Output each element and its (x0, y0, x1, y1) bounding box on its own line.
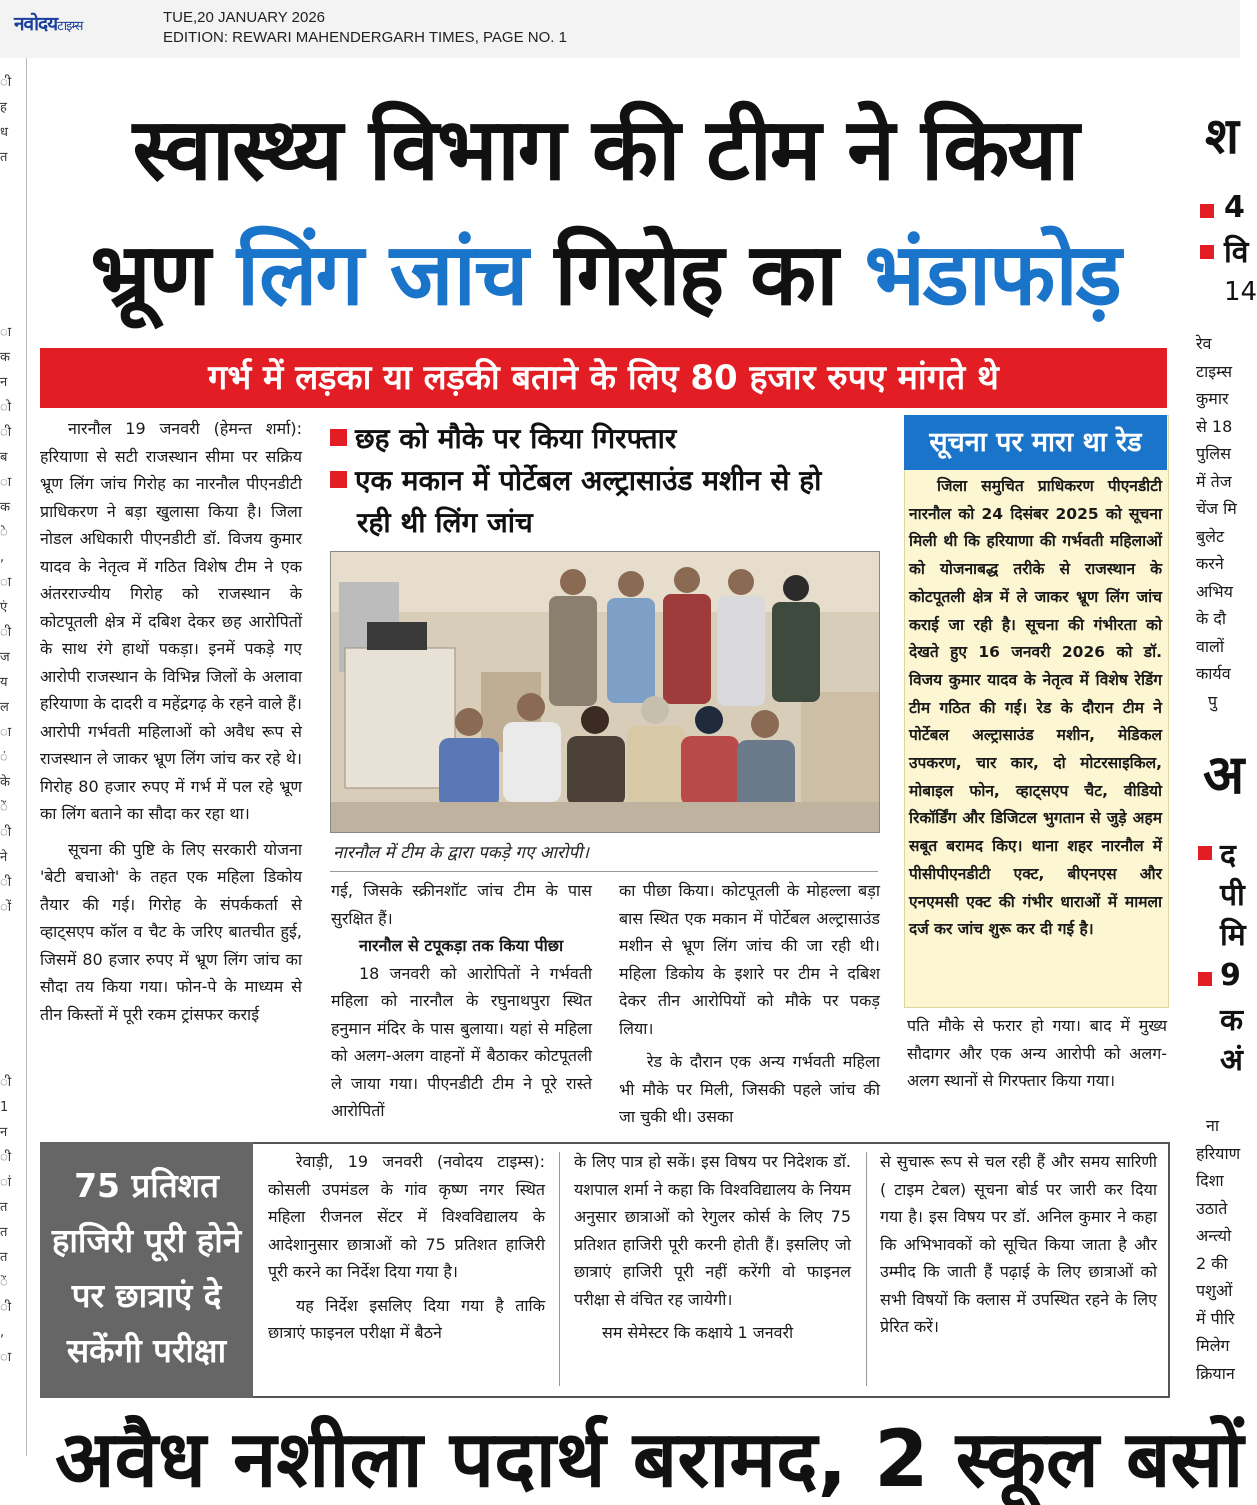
right-line: टाइम्स (1196, 361, 1233, 381)
right-headline-fragment-2: अ (1203, 743, 1245, 806)
col1-para-2: सूचना की पुष्टि के लिए सरकारी योजना 'बेटी बचाओ' के तहत एक महिला डिकोय तैयार की गई। गिरोह के संपर्ककर्ता से व्हाट्सएप कॉल व चैट के जरिए बातचीत हुई, जिसमें 80 हजार रुपए में भ्रूण लिंग जांच का सौदा तय किया गया। फोन-पे के माध्यम से तीन किस्तों में पूरी रकम ट्रांसफर कराई (40, 839, 302, 1024)
info-box-para: जिला समुचित प्राधिकरण पीएनडीटी नारनौल को 24 दिसंबर 2025 को सूचना मिली थी कि हरियाणा की गर्भवती महिलाओं को योजनाबद्ध तरीके से राजस्थान के कोटपूतली क्षेत्र में ले जाकर भ्रूण लिंग जांच कराई जा रही है। सूचना की गंभीरता को देखते हुए 16 जनवरी 2026 को डॉ. विजय कुमार यादव के नेतृत्व में विशेष रेडिंग टीम गठित की गई। रेड के दौरान टीम ने पोर्टेबल अल्ट्रासाउंड मशीन, मेडिकल उपकरण, चार कार, दो मोटरसाइकिल, मोबाइल फोन, व्हाट्सएप चैट, वीडियो रिकॉर्डिंग और डिजिटल भुगतान से जुड़े अहम सबूत बरामद किए। थाना शहर नारनौल में पीसीपीएनडीटी एक्ट, बीएनएस और एनएमसी एक्ट की गंभीर धाराओं में मामला दर्ज कर जांच शुरू कर दी गई है। (909, 477, 1162, 939)
bullet-1 (330, 418, 676, 460)
column-divider (559, 1152, 560, 1386)
right-bullet-4-line-2: क (1220, 1003, 1244, 1038)
right-line: अभिय (1196, 581, 1233, 601)
right-line: मिलेग (1196, 1336, 1230, 1355)
logo-sub: टाइम्स (57, 19, 83, 34)
info-box-title: सूचना पर मारा था रेड (904, 415, 1167, 470)
headline-word-2: लिंग जांच (236, 225, 527, 325)
subheadline-bar: गर्भ में लड़का या लड़की बताने के लिए 80 हजार रुपए मांगते थे (40, 348, 1167, 408)
edition-info: EDITION: REWARI MAHENDERGARH TIMES, PAGE NO. 1 (163, 29, 567, 46)
col3-para-1: का पीछा किया। कोटपूतली के मोहल्ला बड़ा बास स्थित एक मकान में पोर्टेबल अल्ट्रासाउंड मशीन से भ्रूण लिंग जांच की जा रही थी। महिला डिकोय के इशारे पर टीम ने दबिश देकर तीन आरोपियों को मौके पर पकड़ लिया। (619, 881, 880, 1038)
right-line: ना (1206, 1116, 1220, 1135)
right-bullet-4: 9 (1220, 958, 1241, 993)
right-line: कुमार (1196, 389, 1229, 408)
right-line: उठाते (1196, 1198, 1228, 1218)
bullet-square-icon (330, 429, 347, 446)
left-column-fragment (0, 58, 26, 1456)
right-bullet-3-line-2: पी (1220, 878, 1245, 913)
right-line: अन्त्यो (1196, 1226, 1232, 1245)
headline-line-2 (40, 220, 1170, 330)
story-2-column-1 (268, 1148, 545, 1392)
group-photo-illustration (331, 552, 879, 832)
story-2-para: सम सेमेस्टर कि कक्षाये 1 जनवरी (602, 1323, 794, 1342)
right-number: 14 (1224, 277, 1257, 307)
bullet-2-text: एक मकान में पोर्टेबल अल्ट्रासाउंड मशीन से हो (355, 464, 822, 497)
story-2-headline-line: सकेंगी परीक्षा (66, 1331, 227, 1370)
right-line: रेव (1196, 334, 1212, 353)
story-2-column-2 (574, 1148, 851, 1392)
right-text-lines (1196, 330, 1240, 730)
right-bullet-1: 4 (1224, 190, 1245, 225)
right-bullet-3: द (1220, 838, 1236, 873)
right-line: बुलेट (1196, 526, 1225, 546)
article-column-1 (40, 415, 302, 1135)
right-line: पुलिस (1196, 444, 1231, 463)
newspaper-logo[interactable] (14, 10, 82, 36)
story-2-headline-line: पर छात्राएं दे (71, 1276, 222, 1315)
col2-subheading: नारनौल से टपूकड़ा तक किया पीछा (359, 936, 564, 955)
col2-para-1: गई, जिसके स्क्रीनशॉट जांच टीम के पास सुरक्षित हैं। (331, 881, 592, 928)
article-column-3 (619, 877, 880, 1132)
headline-word-3: गिरोह का (554, 225, 837, 325)
story-2-para: से सुचारू रूप से चल रही हैं और समय सारिणी ( टाइम टेबल) सूचना बोर्ड पर जारी कर दिया गया है। इस विषय पर डॉ. अनिल कुमार ने कहा कि अभिभावकों को सूचित किया जाता है और उम्मीद कि जाती हैं पढ़ाई के लिए छात्राओं को सभी विषयों कि क्लास में उपस्थित रहने के लिए प्रेरित करें। (880, 1152, 1157, 1336)
col1-para-1: नारनौल 19 जनवरी (हेमन्त शर्मा): हरियाणा से सटी राजस्थान सीमा पर सक्रिय भ्रूण लिंग जांच गिरोह का नारनौल पीएनडीटी प्राधिकरण ने बड़ा खुलासा किया है। जिला नोडल अधिकारी पीएनडीटी डॉ. विजय कुमार यादव के नेतृत्व में गठित विशेष टीम ने एक अंतरराज्यीय गिरोह को राजस्थान के कोटपूतली क्षेत्र में दबिश देकर छह आरोपितों के साथ रंगे हाथों पकड़ा। इनमें पकड़े गए आरोपी राजस्थान के विभिन्न जिलों के अलावा हरियाणा के दादरी व महेंद्रगढ़ के रहने वाले हैं। आरोपी गर्भवती महिलाओं को अवैध रूप से राजस्थान ले जाकर भ्रूण लिंग जांच कर रहे थे। गिरोह 80 हजार रुपए में गर्भ में पल रहे भ्रूण का लिंग बताने का सौदा कर रहा था। (40, 419, 302, 823)
bullet-1-text: छह को मौके पर किया गिरफ्तार (355, 422, 677, 455)
news-photo[interactable] (330, 551, 880, 833)
edition-date: TUE,20 JANUARY 2026 (163, 9, 326, 26)
caption-divider (330, 871, 878, 872)
right-bullet-icon (1198, 972, 1212, 986)
article-column-4-tail (907, 1012, 1167, 1132)
story-2-para: रेवाड़ी, 19 जनवरी (नवोदय टाइम्स): कोसली उपमंडल के गांव कृष्ण नगर स्थित महिला रीजनल सेंटर में विश्वविद्यालय के आदेशानुसार छात्राओं को 75 प्रतिशत हाजिरी पूरी करने का निर्देश दिया गया है। (268, 1152, 545, 1281)
right-headline-fragment: श (1205, 107, 1239, 165)
story-2-para: यह निर्देश इसलिए दिया गया है ताकि छात्राएं फाइनल परीक्षा में बैठने (268, 1295, 545, 1342)
right-line: क्रियान (1196, 1363, 1235, 1383)
headline-word-1: भ्रूण (90, 225, 209, 325)
col2-para-2: 18 जनवरी को आरोपितों ने गर्भवती महिला को नारनौल के रघुनाथपुरा स्थित हनुमान मंदिर के पास बुलाया। यहां से महिला को अलग-अलग वाहनों में बैठाकर कोटपूतली ले जाया गया। पीएनडीटी टीम ने पूरे रास्ते आरोपितों (331, 963, 592, 1120)
right-line: हरियाण (1196, 1143, 1241, 1163)
left-fragment-1: ी ह ध त (0, 75, 12, 165)
headline-word-4: भंडाफोड़ (864, 225, 1120, 325)
next-story-headline: अवैध नशीला पदार्थ बरामद, 2 स्कूल बसों (55, 1415, 1244, 1505)
right-line: में तेज (1196, 471, 1232, 491)
masthead (0, 0, 1240, 59)
right-line: पु (1208, 691, 1218, 711)
story-2-headline-line: हाजिरी पूरी होने (51, 1221, 242, 1260)
right-line: पशुओं (1196, 1281, 1233, 1300)
right-line: करने (1196, 554, 1224, 573)
bullet-square-icon (330, 471, 347, 488)
right-line: कार्यव (1196, 664, 1231, 683)
logo-main: नवोदय (14, 13, 58, 35)
right-bullet-icon (1198, 846, 1212, 860)
info-box-body (909, 473, 1162, 1003)
story-2-headline-line: 75 प्रतिशत (74, 1166, 219, 1205)
headline-line-1: स्वास्थ्य विभाग की टीम ने किया (132, 100, 1078, 200)
right-text-lines-2 (1196, 1112, 1240, 1392)
left-fragment-2: ा क न ो ी ब ा क े , ा एं ी ज य ल ा ं के ें ी ने ी ों (0, 325, 12, 915)
right-bullet-3-line-3: मि (1220, 918, 1246, 953)
col4-para: पति मौके से फरार हो गया। बाद में मुख्य सौदागर और एक अन्य आरोपी को अलग-अलग स्थानों से गिरफ्तार किया गया। (907, 1016, 1167, 1090)
photo-caption: नारनौल में टीम के द्वारा पकड़े गए आरोपी। (333, 843, 589, 863)
right-bullet-icon (1200, 245, 1214, 259)
col3-para-2: रेड के दौरान एक अन्य गर्भवती महिला भी मौके पर मिली, जिसकी पहले जांच की जा चुकी थी। उसका (619, 1052, 880, 1126)
story-2-headline-box (40, 1142, 253, 1398)
article-column-2 (331, 877, 592, 1132)
bullet-2 (330, 460, 821, 502)
right-line: 2 की (1196, 1253, 1228, 1273)
story-2-column-3 (880, 1148, 1157, 1392)
right-line: से 18 (1196, 416, 1233, 436)
left-fragment-3: ी 1 न ी ां त त त ें ी , ा (0, 1075, 12, 1365)
right-line: दिशा (1196, 1171, 1224, 1190)
right-line: वालों (1196, 636, 1225, 656)
right-line: में पीरि (1196, 1308, 1235, 1328)
right-line: चेंज मि (1196, 499, 1237, 518)
right-bullet-4-line-3: अं (1220, 1043, 1243, 1078)
story-2-para: के लिए पात्र हो सकें। इस विषय पर निदेशक डॉ. यशपाल शर्मा ने कहा कि विश्वविद्यालय के नियम अनुसार छात्राओं को रेगुलर कोर्स के लिए 75 प्रतिशत हाजिरी पूरी करनी होती हैं। इसलिए जो छात्राएं हाजिरी पूरी नहीं करेंगी वो फाइनल परीक्षा से वंचित रह जायेगी। (574, 1152, 851, 1309)
column-divider (866, 1152, 867, 1386)
right-bullet-2: वि (1224, 235, 1249, 270)
bullet-2-continued: रही थी लिंग जांच (357, 506, 533, 539)
right-bullet-icon (1200, 204, 1214, 218)
right-line: के दौ (1196, 609, 1227, 628)
